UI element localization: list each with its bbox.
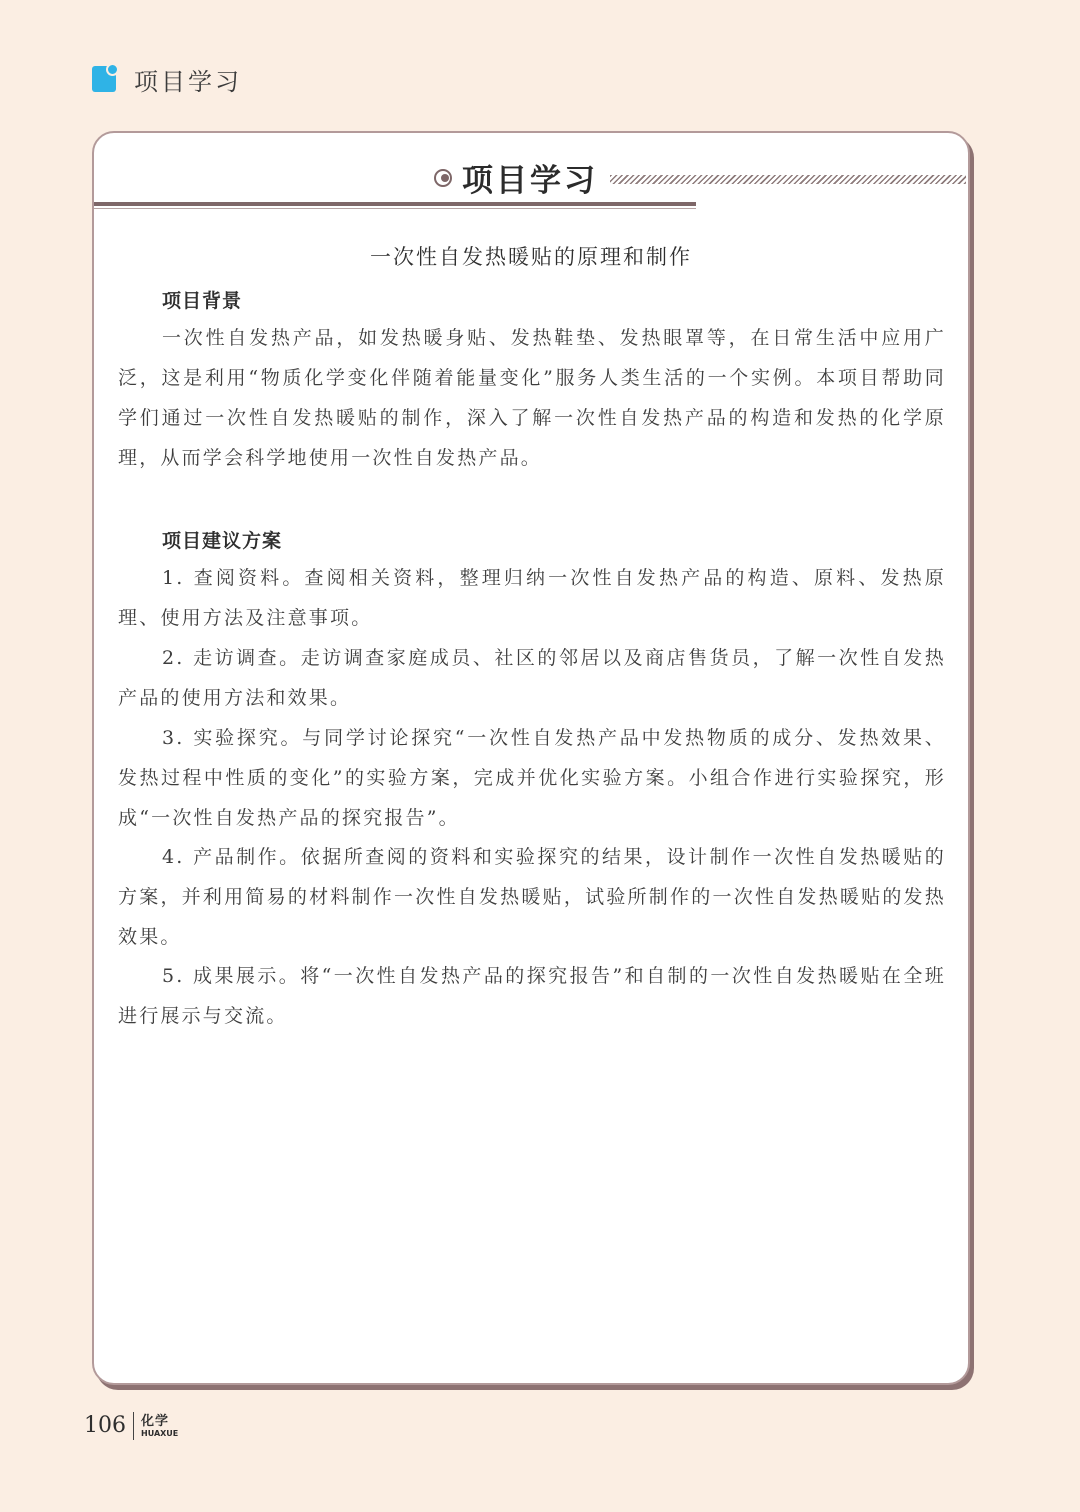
panel-title-group	[434, 155, 598, 200]
panel-header	[94, 133, 968, 213]
plan-item-1: 1. 查阅资料。查阅相关资料，整理归纳一次性自发热产品的构造、原料、发热原理、使用方法及注意事项。	[118, 567, 946, 629]
plan-item-5: 5. 成果展示。将“一次性自发热产品的探究报告”和自制的一次性自发热暖贴在全班进行展示与交流。	[118, 965, 946, 1027]
page-footer	[84, 1406, 178, 1446]
hatched-rule	[610, 175, 966, 184]
plan-item-4: 4. 产品制作。依据所查阅的资料和实验探究的结果，设计制作一次性自发热暖贴的方案，并利用简易的材料制作一次性自发热暖贴，试验所制作的一次性自发热暖贴的发热效果。	[118, 846, 946, 948]
plan-item-3: 3. 实验探究。与同学讨论探究“一次性自发热产品中发热物质的成分、发热效果、发热过程中性质的变化”的实验方案，完成并优化实验方案。小组合作进行实验探究，形成“一次性自发热产品的探究报告”。	[118, 727, 946, 829]
plan-item-2: 2. 走访调查。走访调查家庭成员、社区的邻居以及商店售货员，了解一次性自发热产品的使用方法和效果。	[118, 647, 946, 709]
header-underline-thin	[94, 208, 696, 209]
paragraph-background: 一次性自发热产品，如发热暖身贴、发热鞋垫、发热眼罩等，在日常生活中应用广泛，这是利用“物质化学变化伴随着能量变化”服务人类生活的一个实例。本项目帮助同学们通过一次性自发热暖贴的制作，深入了解一次性自发热产品的构造和发热的化学原理，从而学会科学地使用一次性自发热产品。	[118, 327, 946, 469]
book-name	[141, 1415, 178, 1438]
content-panel	[92, 131, 970, 1385]
panel-title: 项目学习	[462, 163, 598, 199]
chapter-header	[92, 62, 242, 96]
article-title: 一次性自发热暖贴的原理和制作	[370, 245, 692, 269]
chapter-bookmark-icon	[92, 66, 116, 92]
chapter-header-title: 项目学习	[134, 67, 242, 96]
book-name-cn: 化学	[141, 1413, 170, 1429]
bullet-dot-icon	[434, 169, 452, 187]
page-number: 106	[84, 1412, 134, 1440]
book-name-en: HUAXUE	[141, 1428, 179, 1438]
section-heading-plan: 项目建议方案	[162, 530, 283, 552]
section-heading-background: 项目背景	[162, 290, 243, 312]
header-underline	[94, 202, 696, 206]
